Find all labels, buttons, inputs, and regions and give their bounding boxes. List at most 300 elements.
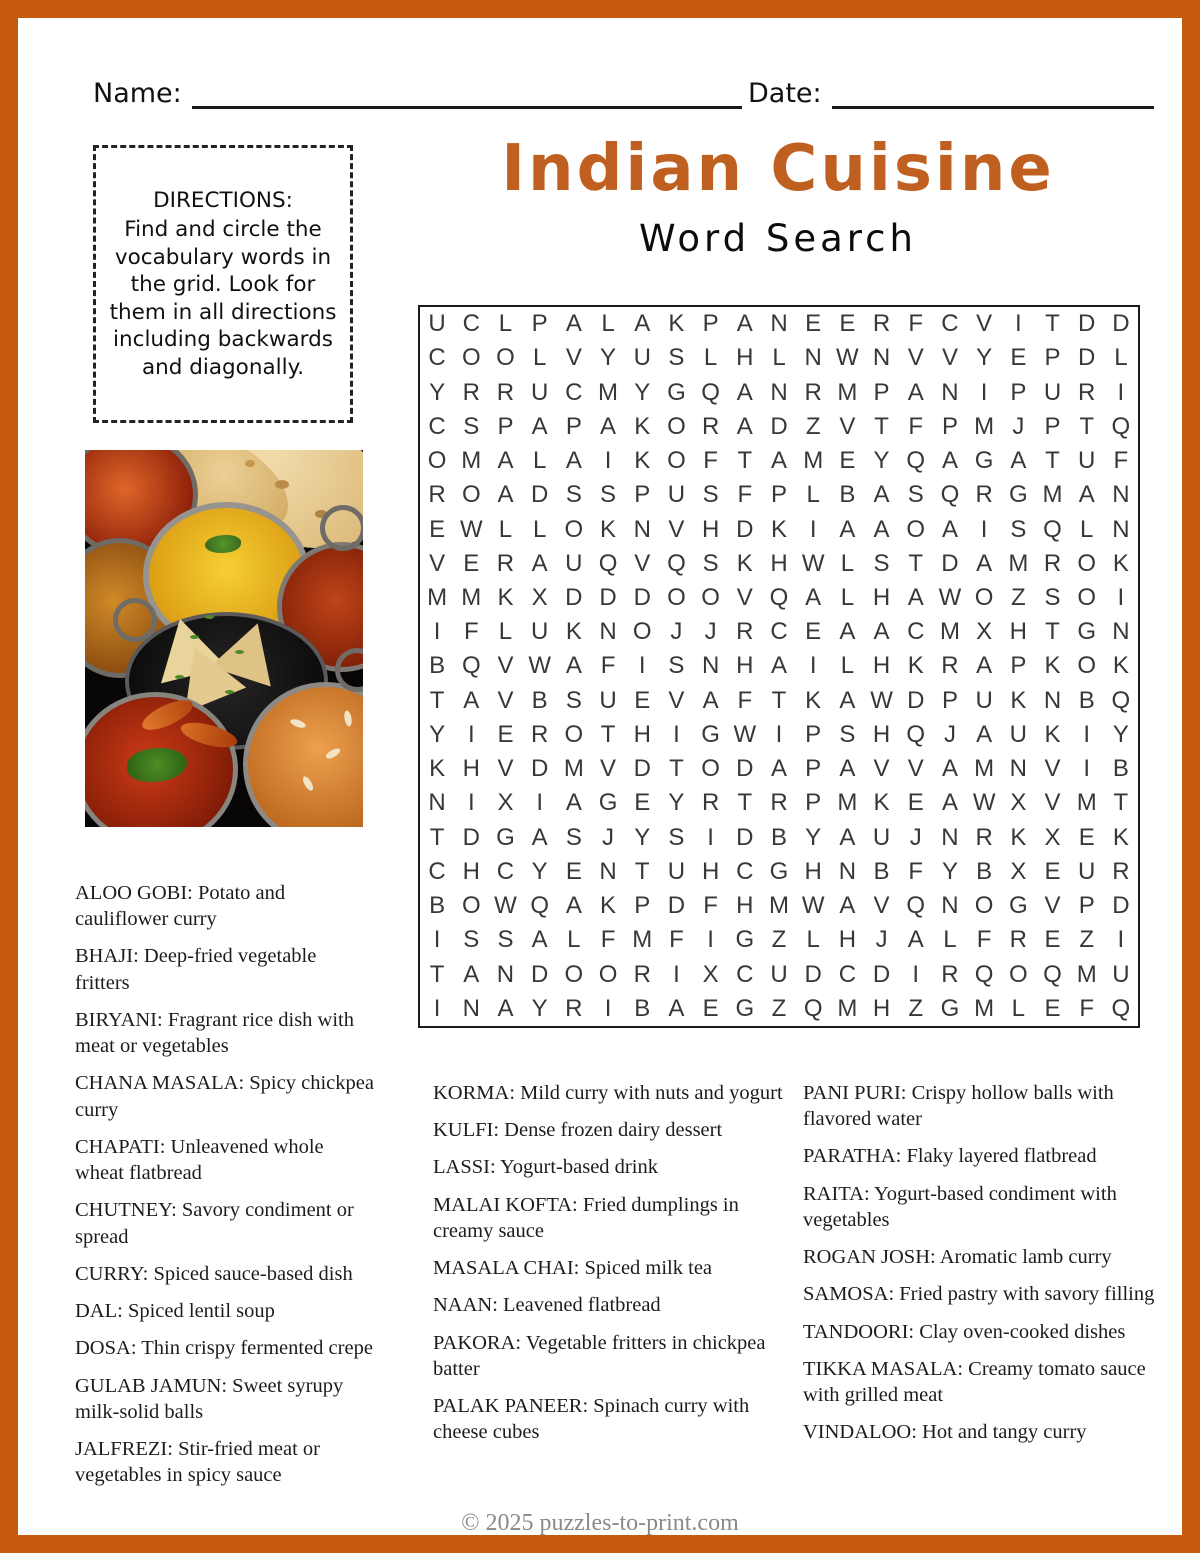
grid-letter: C: [428, 857, 446, 885]
grid-letter: V: [873, 892, 890, 920]
grid-letter: Y: [429, 720, 446, 748]
word-term: CHANA MASALA: [75, 1072, 239, 1095]
grid-letter: K: [600, 515, 617, 543]
grid-letter: H: [736, 892, 754, 920]
grid-letter: N: [804, 344, 822, 372]
grid-letter: E: [907, 789, 924, 817]
grid-letter: A: [565, 310, 582, 338]
grid-letter: Q: [1043, 960, 1062, 988]
grid-letter: F: [1113, 447, 1129, 475]
grid-letter: O: [564, 515, 584, 543]
word-list-item: [433, 1117, 785, 1143]
grid-letter: K: [634, 447, 651, 475]
grid-letter: T: [429, 686, 445, 714]
grid-letter: I: [1117, 378, 1125, 406]
grid-letter: J: [875, 926, 888, 954]
word-term: JALFREZI: [75, 1437, 168, 1460]
grid-letter: A: [531, 823, 548, 851]
grid-letter: K: [736, 549, 753, 577]
word-term: VINDALOO: [803, 1421, 912, 1444]
grid-letter: Y: [429, 378, 446, 406]
grid-letter: A: [976, 652, 993, 680]
grid-letter: P: [873, 378, 890, 406]
date-label: Date:: [748, 78, 822, 109]
grid-letter: P: [1010, 652, 1027, 680]
grid-letter: Y: [531, 857, 548, 885]
grid-letter: N: [1112, 481, 1130, 509]
word-term: CHAPATI: [75, 1135, 160, 1158]
grid-letter: S: [565, 481, 582, 509]
grid-letter: V: [873, 755, 890, 783]
grid-letter: B: [429, 892, 446, 920]
grid-letter: T: [1045, 310, 1060, 338]
grid-letter: L: [532, 447, 547, 475]
grid-letter: P: [770, 481, 787, 509]
grid-row: [420, 444, 1138, 478]
herb-fleck: [225, 690, 234, 694]
grid-letter: L: [567, 926, 581, 954]
word-term: CURRY: [75, 1262, 143, 1285]
word-definition: : Savory condiment or spread: [75, 1199, 354, 1248]
grid-letter: Q: [1111, 412, 1131, 440]
grid-letter: D: [1112, 310, 1130, 338]
word-list-item: [75, 1197, 375, 1249]
grid-row: [420, 307, 1138, 341]
herb-fleck: [205, 615, 214, 619]
grid-letter: Y: [976, 344, 993, 372]
grid-letter: K: [1010, 823, 1027, 851]
grid-letter: A: [565, 652, 582, 680]
grid-letter: D: [530, 960, 549, 988]
naan-char-spot: [245, 460, 255, 467]
grid-letter: Y: [600, 344, 617, 372]
grid-letter: S: [702, 549, 719, 577]
word-definition: : Potato and cauliflower curry: [75, 882, 286, 931]
grid-letter: C: [736, 857, 754, 885]
grid-letter: Q: [1043, 515, 1062, 543]
grid-row: [420, 478, 1138, 512]
grid-letter: A: [565, 789, 582, 817]
grid-letter: D: [907, 686, 925, 714]
grid-letter: H: [462, 857, 480, 885]
grid-letter: W: [733, 720, 757, 748]
grid-letter: G: [496, 823, 515, 851]
grid-letter: W: [870, 686, 893, 714]
name-label: Name:: [93, 78, 182, 109]
word-definition: : Unleavened whole wheat flatbread: [75, 1135, 324, 1185]
word-term: GULAB JAMUN: [75, 1374, 222, 1397]
grid-letter: T: [737, 789, 753, 817]
grid-letter: A: [941, 789, 958, 817]
word-list-item: [803, 1319, 1155, 1345]
grid-letter: N: [941, 892, 959, 920]
grid-letter: R: [872, 310, 891, 338]
grid-letter: C: [565, 378, 583, 406]
word-list-item: [803, 1244, 1155, 1270]
grid-letter: V: [941, 344, 958, 372]
grid-letter: K: [873, 789, 890, 817]
grid-letter: B: [976, 857, 993, 885]
grid-letter: M: [768, 892, 789, 920]
grid-letter: U: [530, 618, 549, 646]
word-definition: : Spiced milk tea: [573, 1257, 713, 1280]
grid-letter: O: [598, 960, 618, 988]
grid-letter: F: [1079, 994, 1095, 1022]
grid-letter: N: [1009, 755, 1027, 783]
word-term: DOSA: [75, 1337, 131, 1360]
herb-fleck: [235, 650, 244, 654]
grid-letter: J: [943, 720, 956, 748]
grid-letter: L: [943, 926, 957, 954]
word-term: PALAK PANEER: [433, 1395, 583, 1418]
grid-letter: D: [462, 823, 480, 851]
grid-letter: T: [874, 412, 889, 440]
word-list-item: [803, 1080, 1155, 1132]
grid-letter: S: [565, 823, 582, 851]
grid-letter: F: [737, 481, 753, 509]
grid-letter: R: [975, 823, 993, 851]
grid-letter: A: [770, 652, 787, 680]
grid-letter: R: [462, 378, 480, 406]
grid-letter: D: [736, 515, 754, 543]
grid-letter: L: [1011, 994, 1025, 1022]
grid-letter: E: [1044, 994, 1061, 1022]
grid-letter: O: [632, 618, 652, 646]
grid-letter: C: [428, 412, 446, 440]
grid-letter: G: [1008, 892, 1028, 920]
grid-letter: R: [941, 652, 959, 680]
grid-letter: E: [1078, 823, 1095, 851]
grid-letter: K: [1112, 823, 1129, 851]
grid-letter: A: [839, 686, 856, 714]
grid-letter: N: [838, 857, 857, 885]
grid-letter: N: [599, 618, 617, 646]
grid-letter: A: [463, 686, 480, 714]
grid-letter: J: [602, 823, 615, 851]
grid-letter: L: [840, 584, 855, 612]
grid-letter: U: [633, 344, 651, 372]
word-term: PAKORA: [433, 1331, 516, 1354]
grid-letter: M: [837, 378, 858, 406]
grid-letter: L: [806, 481, 820, 509]
word-term: TIKKA MASALA: [803, 1357, 958, 1380]
grid-letter: I: [433, 926, 441, 954]
grid-letter: R: [804, 378, 822, 406]
grid-letter: R: [1078, 378, 1096, 406]
grid-letter: M: [427, 584, 448, 612]
grid-letter: M: [974, 994, 995, 1022]
word-definition: : Fragrant rice dish with meat or vegetables: [75, 1008, 354, 1058]
grid-letter: G: [940, 994, 960, 1022]
grid-letter: L: [532, 515, 547, 543]
word-list-item: [433, 1330, 785, 1382]
grid-letter: T: [1113, 789, 1129, 817]
grid-letter: E: [839, 310, 856, 338]
word-list-item: [803, 1143, 1155, 1169]
grid-letter: E: [702, 994, 719, 1022]
grid-letter: I: [1083, 755, 1091, 783]
grid-letter: V: [600, 755, 617, 783]
grid-letter: C: [941, 310, 959, 338]
grid-letter: E: [634, 789, 651, 817]
grid-letter: Q: [906, 447, 926, 475]
grid-letter: D: [736, 823, 754, 851]
grid-letter: R: [428, 481, 446, 509]
grid-letter: M: [1042, 481, 1063, 509]
grid-letter: M: [803, 447, 824, 475]
grid-letter: G: [735, 994, 755, 1022]
word-term: BIRYANI: [75, 1008, 158, 1031]
grid-letter: Z: [908, 994, 924, 1022]
grid-letter: A: [497, 481, 514, 509]
grid-letter: V: [429, 549, 446, 577]
grid-letter: M: [974, 755, 995, 783]
grid-letter: Z: [805, 412, 821, 440]
grid-letter: S: [668, 344, 685, 372]
grid-letter: Q: [598, 549, 618, 577]
grid-letter: X: [531, 584, 548, 612]
grid-letter: E: [805, 618, 822, 646]
grid-letter: K: [600, 892, 617, 920]
grid-letter: A: [805, 584, 822, 612]
grid-letter: P: [941, 686, 958, 714]
grid-letter: X: [976, 618, 993, 646]
grid-letter: L: [703, 344, 718, 372]
grid-letter: U: [667, 481, 686, 509]
grid-letter: P: [531, 310, 548, 338]
grid-letter: Q: [667, 549, 686, 577]
grid-letter: Z: [771, 994, 787, 1022]
word-list-item: [75, 1070, 375, 1122]
grid-letter: U: [872, 823, 891, 851]
grid-letter: S: [668, 652, 685, 680]
grid-letter: D: [633, 755, 651, 783]
grid-letter: F: [976, 926, 992, 954]
word-term: KORMA: [433, 1082, 510, 1104]
grid-letter: I: [912, 960, 920, 988]
grid-letter: M: [1008, 549, 1029, 577]
grid-letter: I: [433, 618, 441, 646]
grid-letter: U: [530, 378, 549, 406]
grid-letter: D: [667, 892, 686, 920]
grid-letter: P: [805, 755, 822, 783]
grid-letter: M: [939, 618, 960, 646]
grid-letter: S: [463, 412, 480, 440]
grid-letter: P: [1044, 412, 1061, 440]
grid-letter: A: [565, 892, 582, 920]
grid-letter: J: [670, 618, 683, 646]
word-list-column: [433, 1080, 785, 1457]
grid-row: [420, 992, 1138, 1026]
grid-letter: U: [1112, 960, 1130, 988]
grid-letter: A: [634, 310, 651, 338]
grid-letter: A: [736, 310, 753, 338]
grid-letter: N: [1043, 686, 1062, 714]
grid-letter: O: [667, 584, 686, 612]
grid-letter: H: [462, 755, 480, 783]
grid-letter: D: [599, 584, 617, 612]
grid-letter: M: [632, 926, 653, 954]
grid-row: [420, 684, 1138, 718]
grid-letter: M: [837, 789, 858, 817]
grid-letter: C: [838, 960, 857, 988]
grid-letter: H: [701, 515, 720, 543]
word-definition: : Clay oven-cooked dishes: [908, 1320, 1126, 1343]
grid-letter: F: [908, 310, 924, 338]
grid-letter: A: [770, 755, 787, 783]
grid-letter: I: [707, 926, 714, 954]
grid-letter: H: [804, 857, 822, 885]
grid-letter: Y: [1112, 720, 1129, 748]
word-list-item: [75, 1335, 375, 1361]
grid-letter: P: [634, 481, 651, 509]
grid-letter: T: [429, 823, 445, 851]
page-subtitle: Word Search: [639, 217, 917, 261]
word-definition: : Fried dumplings in creamy sauce: [433, 1193, 739, 1242]
grid-letter: L: [840, 652, 855, 680]
grid-letter: Q: [974, 960, 994, 988]
grid-letter: T: [908, 549, 924, 577]
grid-letter: C: [907, 618, 925, 646]
grid-letter: O: [461, 344, 481, 372]
grid-letter: A: [531, 412, 548, 440]
grid-letter: V: [497, 652, 514, 680]
word-term: PANI PURI: [803, 1082, 901, 1104]
word-term: NAAN: [433, 1294, 493, 1317]
grid-letter: M: [563, 755, 584, 783]
grid-letter: N: [770, 310, 788, 338]
word-term: ROGAN JOSH: [803, 1246, 931, 1269]
grid-letter: N: [770, 378, 788, 406]
word-term: CHUTNEY: [75, 1199, 172, 1222]
grid-letter: M: [1076, 960, 1097, 988]
word-definition: : Sweet syrupy milk-solid balls: [75, 1374, 344, 1423]
grid-letter: A: [907, 926, 924, 954]
grid-letter: L: [498, 515, 513, 543]
grid-letter: K: [497, 584, 514, 612]
word-list-item: [433, 1393, 785, 1445]
grid-letter: N: [1112, 618, 1130, 646]
grid-letter: P: [1044, 344, 1061, 372]
grid-letter: F: [703, 892, 718, 920]
grid-row: [420, 752, 1138, 786]
word-term: RAITA: [803, 1182, 864, 1205]
grid-letter: V: [634, 549, 651, 577]
grid-letter: H: [736, 344, 754, 372]
grid-letter: I: [1117, 584, 1125, 612]
word-list-item: [75, 1134, 375, 1186]
grid-letter: I: [1014, 310, 1022, 338]
grid-letter: G: [735, 926, 755, 954]
grid-letter: B: [873, 857, 890, 885]
grid-letter: O: [461, 481, 481, 509]
grid-letter: A: [702, 686, 719, 714]
grid-letter: P: [634, 892, 651, 920]
grid-letter: V: [1044, 755, 1061, 783]
grid-letter: K: [805, 686, 822, 714]
word-definition: : Creamy tomato sauce with grilled meat: [803, 1357, 1146, 1407]
grid-letter: Z: [771, 926, 787, 954]
grid-letter: W: [459, 515, 483, 543]
grid-letter: X: [1010, 857, 1027, 885]
grid-letter: T: [1079, 412, 1095, 440]
grid-letter: A: [736, 412, 753, 440]
grid-letter: A: [565, 447, 582, 475]
grid-letter: M: [1076, 789, 1097, 817]
word-list-item: [433, 1080, 785, 1106]
grid-letter: R: [1043, 549, 1062, 577]
grid-letter: A: [873, 618, 890, 646]
grid-letter: E: [1044, 926, 1061, 954]
bowl-handle: [113, 598, 157, 642]
grid-letter: G: [974, 447, 994, 475]
grid-letter: Q: [1111, 686, 1131, 714]
word-list-item: [803, 1181, 1155, 1233]
grid-letter: A: [941, 755, 958, 783]
grid-letter: R: [1009, 926, 1027, 954]
grid-letter: K: [1112, 549, 1129, 577]
grid-letter: Q: [1111, 994, 1131, 1022]
grid-letter: Q: [461, 652, 481, 680]
grid-letter: X: [702, 960, 719, 988]
grid-letter: T: [669, 755, 684, 783]
grid-letter: I: [809, 652, 817, 680]
grid-letter: V: [976, 310, 993, 338]
grid-letter: O: [427, 447, 447, 475]
grid-letter: J: [909, 823, 922, 851]
grid-letter: W: [801, 892, 825, 920]
grid-letter: P: [1010, 378, 1027, 406]
grid-letter: Z: [1079, 926, 1095, 954]
grid-letter: S: [463, 926, 480, 954]
word-term: BHAJI: [75, 945, 134, 968]
bowl-handle: [320, 505, 363, 551]
date-blank-line: [832, 80, 1154, 109]
grid-letter: V: [497, 686, 514, 714]
grid-letter: H: [701, 857, 720, 885]
grid-letter: Y: [941, 857, 958, 885]
grid-letter: A: [531, 549, 548, 577]
name-field-group: [93, 80, 742, 109]
grid-letter: N: [428, 789, 446, 817]
grid-letter: M: [461, 584, 482, 612]
grid-letter: B: [839, 481, 856, 509]
grid-letter: E: [497, 720, 514, 748]
grid-letter: X: [497, 789, 514, 817]
grid-letter: A: [531, 926, 548, 954]
grid-letter: Q: [906, 892, 926, 920]
grid-letter: L: [532, 344, 547, 372]
word-definition: : Dense frozen dairy dessert: [493, 1119, 723, 1142]
word-definition: : Spiced lentil soup: [117, 1300, 275, 1323]
word-term: PARATHA: [803, 1145, 896, 1168]
grid-letter: I: [467, 720, 475, 748]
word-term: MALAI KOFTA: [433, 1193, 573, 1216]
grid-letter: N: [462, 994, 480, 1022]
grid-letter: E: [634, 686, 651, 714]
word-definition: : Thin crispy fermented crepe: [130, 1337, 373, 1360]
word-definition: : Leavened flatbread: [492, 1294, 661, 1317]
word-definition: : Spinach curry with cheese cubes: [433, 1395, 750, 1444]
grid-letter: F: [463, 618, 479, 646]
grid-letter: P: [805, 789, 822, 817]
grid-letter: K: [1112, 652, 1129, 680]
grid-row: [420, 821, 1138, 855]
grid-letter: D: [530, 481, 549, 509]
grid-letter: V: [839, 412, 856, 440]
word-definition: : Spiced sauce-based dish: [142, 1262, 353, 1285]
grid-letter: Z: [1010, 584, 1026, 612]
